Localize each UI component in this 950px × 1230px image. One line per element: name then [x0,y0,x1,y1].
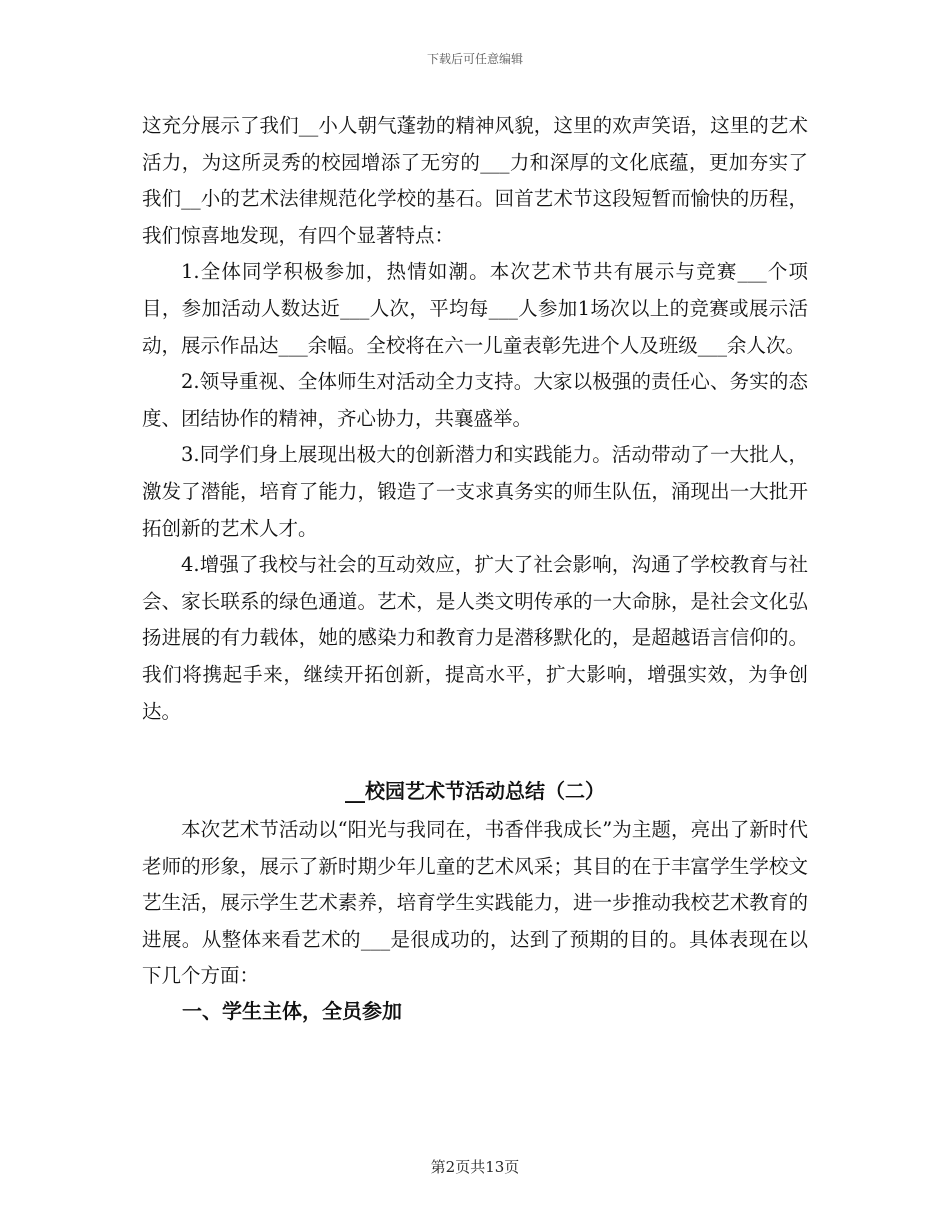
paragraph: 3.同学们身上展现出极大的创新潜力和实践能力。活动带动了一大批人，激发了潜能，培育了能力，锻造了一支求真务实的师生队伍，涌现出一大批开拓创新的艺术人才。 [142,443,808,540]
page-header: 下载后可任意编辑 [426,52,523,66]
paragraph: 本次艺术节活动以“阳光与我同在，书香伴我成长”为主题，亮出了新时代老师的形象，展示了新时期少年儿童的艺术风采；其目的在于丰富学生学校文艺生活，展示学生艺术素养，培育学生实践能力，进一步推动我校艺术教育的进展。从整体来看艺术的___是很成功的，达到了预期的目的。具体表现在以下几个方面： [142,818,808,988]
document-body [142,108,808,730]
paragraph: 1.全体同学积极参加，热情如潮。本次艺术节共有展示与竞赛___个项目，参加活动人数达近___人次，平均每___人参加1场次以上的竞赛或展示活动，展示作品达___余幅。全校将在六一儿童表彰先进个人及班级___余人次。 [142,260,808,357]
section-heading: __校园艺术节活动总结（二） [345,779,605,803]
page-number: 第2页共13页 [430,1158,520,1176]
document-body-2 [142,812,808,995]
subsection-heading: 一、学生主体，全员参加 [182,999,402,1023]
paragraph: 这充分展示了我们__小人朝气蓬勃的精神风貌，这里的欢声笑语，这里的艺术活力，为这所灵秀的校园增添了无穷的___力和深厚的文化底蕴，更加夯实了我们__小的艺术法律规范化学校的基石。回首艺术节这段短暂而愉快的历程，我们惊喜地发现，有四个显著特点： [142,114,808,247]
paragraph: 4.增强了我校与社会的互动效应，扩大了社会影响，沟通了学校教育与社会、家长联系的绿色通道。艺术，是人类文明传承的一大命脉，是社会文化弘扬进展的有力载体，她的感染力和教育力是潜移默化的，是超越语言信仰的。我们将携起手来，继续开拓创新，提高水平，扩大影响，增强实效，为争创达。 [142,553,808,723]
paragraph: 2.领导重视、全体师生对活动全力支持。大家以极强的责任心、务实的态度、团结协作的精神，齐心协力，共襄盛举。 [142,370,808,430]
